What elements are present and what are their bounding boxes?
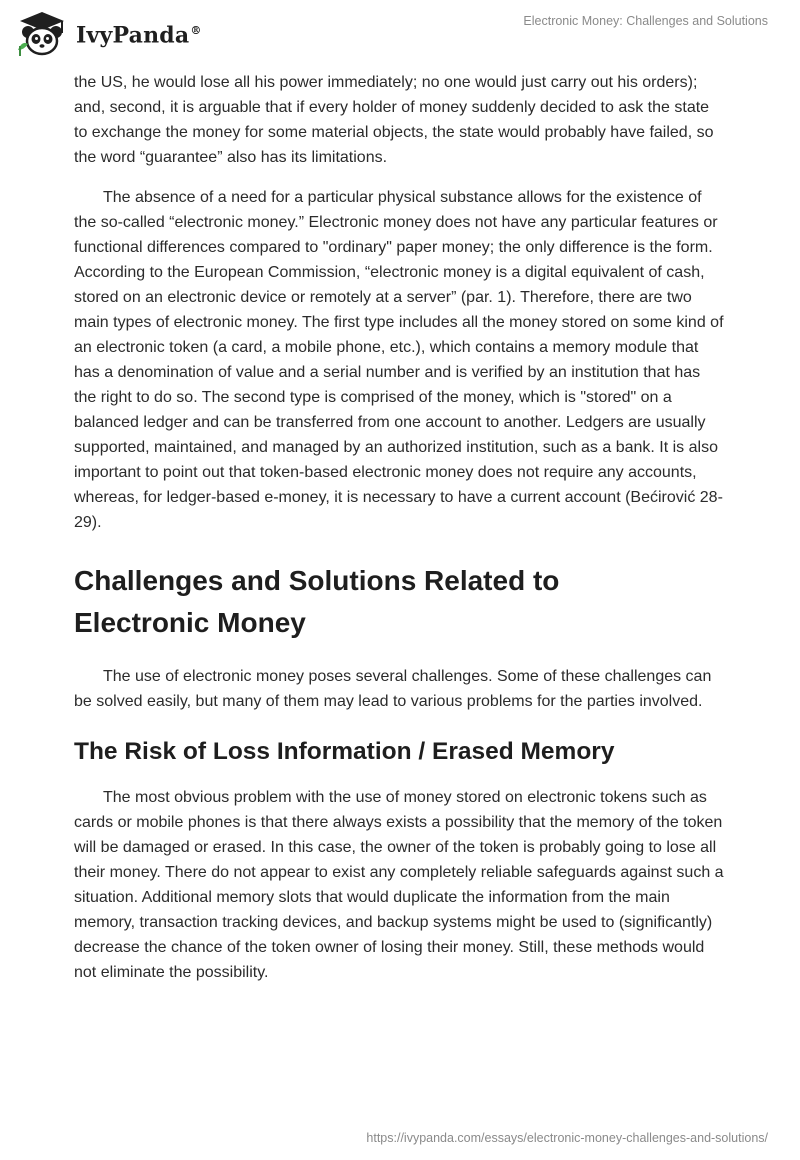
section-heading-line1: Challenges and Solutions Related to: [74, 565, 560, 596]
section-heading: [74, 560, 726, 644]
brand-name-text: IvyPanda: [76, 22, 190, 49]
essay-content: [74, 70, 726, 985]
section-heading-line2: Electronic Money: [74, 607, 306, 638]
paragraph-challenges-intro: The use of electronic money poses several challenges. Some of these challenges can be solved easily, but many of them may lead to various problems for the parties involved.: [74, 668, 712, 710]
registered-mark: ®: [190, 24, 202, 37]
paragraph-continuation: the US, he would lose all his power immediately; no one would just carry out his orders); and, second, it is arguable that if every holder of money suddenly decided to ask the state to exchange the money for some material objects, the state would probably have failed, so the word “guarantee” also has its limitations.: [74, 74, 714, 166]
paragraph-electronic-money-definition: The absence of a need for a particular physical substance allows for the existence of the so-called “electronic money.” Electronic money does not have any particular features or functional differences compared to "ordinary" paper money; the only difference is the form. According to the European Commission, “electronic money is a digital equivalent of cash, stored on an electronic device or remotely at a server” (par. 1). Therefore, there are two main types of electronic money. The first type includes all the money stored on some kind of an electronic token (a card, a mobile phone, etc.), which contains a memory module that has a denomination of value and a serial number and is verified by an institution that has the right to do so. The second type is comprised of the money, which is "stored" on a balanced ledger and can be transferred from one account to another. Ledgers are usually supported, maintained, and managed by an authorized institution, such as a bank. It is also important to point out that token-based electronic money does not require any accounts, whereas, for ledger-based e-money, it is necessary to have a current account (Bećirović 28-29).: [74, 189, 724, 531]
ivypanda-logo[interactable]: [16, 8, 202, 58]
source-url[interactable]: https://ivypanda.com/essays/electronic-money-challenges-and-solutions/: [366, 1131, 768, 1145]
paragraph-memory-risk: The most obvious problem with the use of money stored on electronic tokens such as cards or mobile phones is that there always exists a possibility that the memory of the token will be damaged or erased. In this case, the owner of the token is probably going to lose all their money. There do not appear to exist any completely reliable safeguards against such a situation. Additional memory slots that would duplicate the information from the main memory, transaction tracking devices, and backup systems might be used to (significantly) decrease the chance of the token owner of losing their money. Still, these methods would not eliminate the possibility.: [74, 789, 724, 981]
panda-graduate-icon: [16, 10, 68, 56]
brand-name: [76, 8, 202, 58]
document-title: Electronic Money: Challenges and Solutions: [523, 14, 768, 28]
subsection-heading: The Risk of Loss Information / Erased Memory: [74, 738, 615, 765]
page-header: [0, 0, 800, 60]
